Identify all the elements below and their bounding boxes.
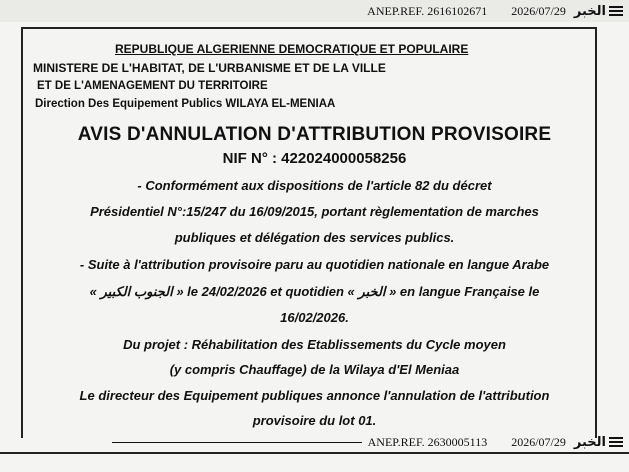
republic-heading: REPUBLIQUE ALGERIENNE DEMOCRATIQUE ET POPULAIRE [115,42,469,56]
ministry-heading-cont: ET DE L'AMENAGEMENT DU TERRITOIRE [37,80,268,92]
reference-number: ANEP.REF. 2630005113 [367,434,488,449]
body-line: « الجنوب الكبير » le 24/02/2026 et quotidien « الخبر » en langue Française le [89,284,540,299]
body-line: - Suite à l'attribution provisoire paru au quotidien nationale en langue Arabe [79,257,550,272]
body-line: Présidentiel N°:15/247 du 16/09/2015, portant règlementation de marches [90,204,539,219]
direction-heading: Direction Des Equipement Publics WILAYA EL-MENIAA [35,98,336,110]
notice-title: AVIS D'ANNULATION D'ATTRIBUTION PROVISOIRE [77,124,552,145]
newspaper-logo: الخبر [574,4,623,19]
page-divider [0,452,629,454]
body-line: 16/02/2026. [280,310,349,325]
reference-rule [112,442,362,443]
logo-bars-icon [609,6,623,16]
reference-date: 2026/07/29 [511,3,566,18]
body-line: Du projet : Réhabilitation des Etablissements du Cycle moyen [123,337,506,352]
body-line: provisoire du lot 01. [252,413,377,428]
reference-number: ANEP.REF. 2616102671 [367,3,488,18]
anep-reference-top [367,2,623,20]
body-line: Le directeur des Equipement publiques annonce l'annulation de l'attribution [79,388,550,403]
newspaper-logo: الخبر [574,435,623,450]
body-line: publiques et délégation des services publics. [174,230,455,245]
anep-reference-bottom [112,433,623,451]
body-line: (y compris Chauffage) de la Wilaya d'El Meniaa [169,362,460,377]
ministry-heading: MINISTERE DE L'HABITAT, DE L'URBANISME ET DE LA VILLE [33,61,386,75]
body-line: - Conformément aux dispositions de l'article 82 du décret [137,178,492,193]
reference-date: 2026/07/29 [511,434,566,449]
nif-number: NIF N° : 422024000058256 [222,150,407,167]
logo-bars-icon [609,437,623,447]
